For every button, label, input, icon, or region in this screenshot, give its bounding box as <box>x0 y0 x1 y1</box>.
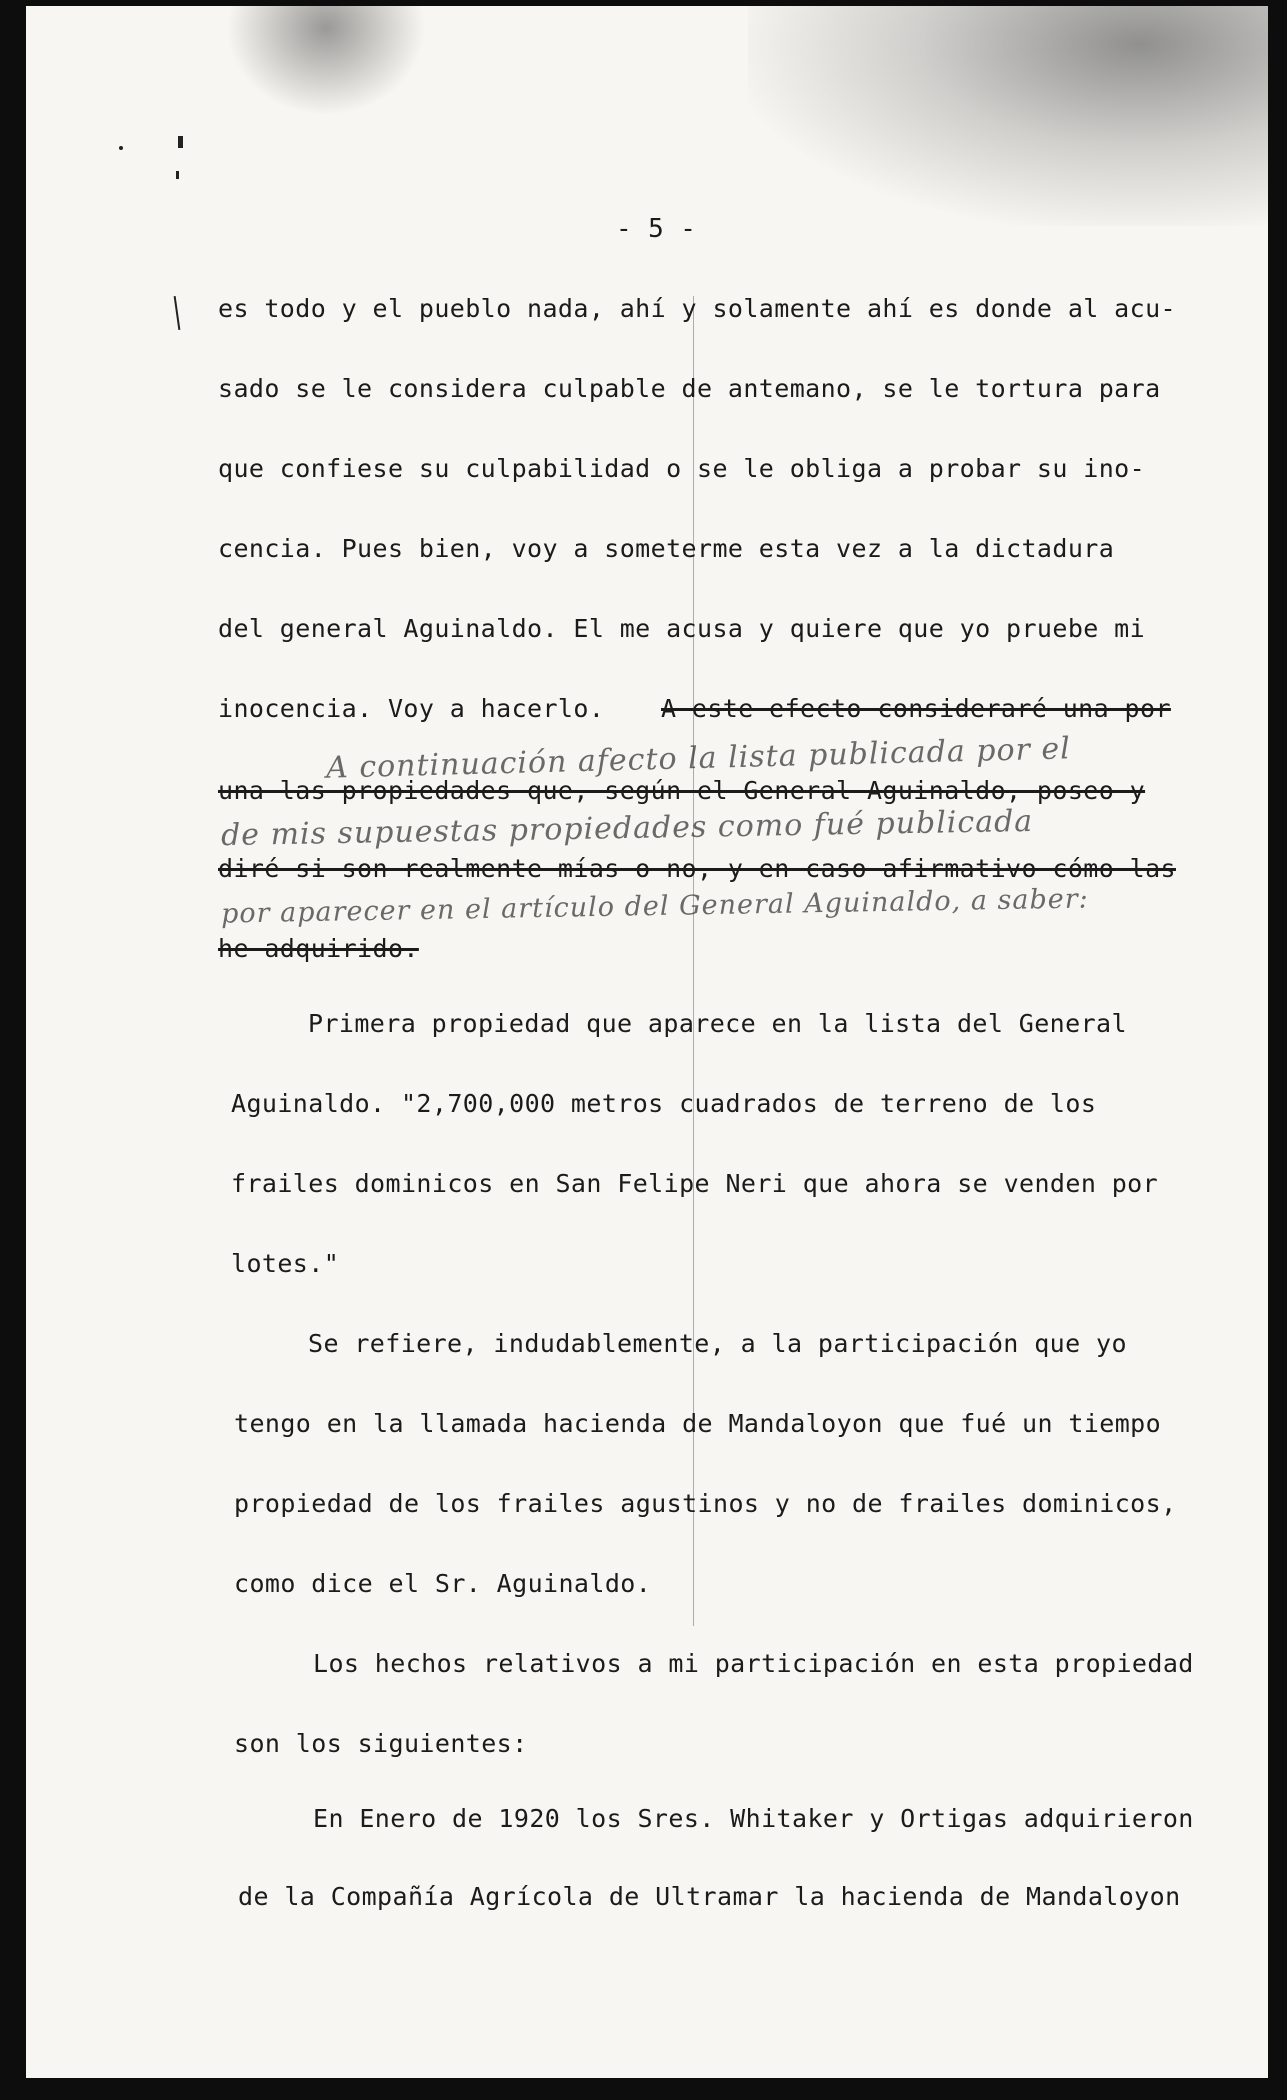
text-line: inocencia. Voy a hacerlo. <box>218 694 605 723</box>
text-line: que confiese su culpabilidad o se le obliga a probar su ino- <box>218 454 1146 483</box>
handwritten-insert: por aparecer en el artículo del General Aguinaldo, a saber: <box>220 883 1089 930</box>
document-page <box>26 6 1268 2078</box>
margin-mark <box>176 171 179 179</box>
page-number: - 5 - <box>616 214 697 244</box>
text-line: sado se le considera culpable de antemano, se le tortura para <box>218 374 1161 403</box>
struck-text-line: una las propiedades que, según el General Aguinaldo, poseo y <box>218 776 1146 805</box>
text-line: del general Aguinaldo. El me acusa y quiere que yo pruebe mi <box>218 614 1146 643</box>
text-line: Se refiere, indudablemente, a la participación que yo <box>308 1329 1127 1358</box>
text-line: es todo y el pueblo nada, ahí y solamente ahí es donde al acu- <box>218 294 1176 323</box>
handwritten-insert: de mis supuestas propiedades como fué publicada <box>220 803 1034 854</box>
text-line: En Enero de 1920 los Sres. Whitaker y Ortigas adquirieron <box>313 1804 1194 1833</box>
struck-text-line: diré si son realmente mías o no, y en caso afirmativo cómo las <box>218 854 1176 883</box>
margin-mark <box>178 136 183 148</box>
text-line: frailes dominicos en San Felipe Neri que ahora se venden por <box>231 1169 1159 1198</box>
text-line: tengo en la llamada hacienda de Mandaloyon que fué un tiempo <box>234 1409 1162 1438</box>
text-line: Los hechos relativos a mi participación en esta propiedad <box>313 1649 1194 1678</box>
text-line: de la Compañía Agrícola de Ultramar la hacienda de Mandaloyon <box>238 1882 1181 1911</box>
margin-bracket <box>174 296 181 330</box>
text-line: como dice el Sr. Aguinaldo. <box>234 1569 652 1598</box>
text-line: cencia. Pues bien, voy a someterme esta vez a la dictadura <box>218 534 1115 563</box>
text-line: Aguinaldo. "2,700,000 metros cuadrados de terreno de los <box>231 1089 1097 1118</box>
margin-mark <box>119 146 123 150</box>
ink-smudge <box>748 6 1268 226</box>
text-line: propiedad de los frailes agustinos y no de frailes dominicos, <box>234 1489 1177 1518</box>
struck-text-line: he adquirido. <box>218 934 419 963</box>
ink-smudge <box>226 6 426 116</box>
text-line: son los siguientes: <box>234 1729 528 1758</box>
text-line: Primera propiedad que aparece en la lista del General <box>308 1009 1127 1038</box>
struck-text-line: A este efecto consideraré una por <box>661 694 1171 723</box>
text-line: lotes." <box>231 1249 340 1278</box>
handwritten-insert: A continuación afecto la lista publicada por el <box>325 731 1072 786</box>
